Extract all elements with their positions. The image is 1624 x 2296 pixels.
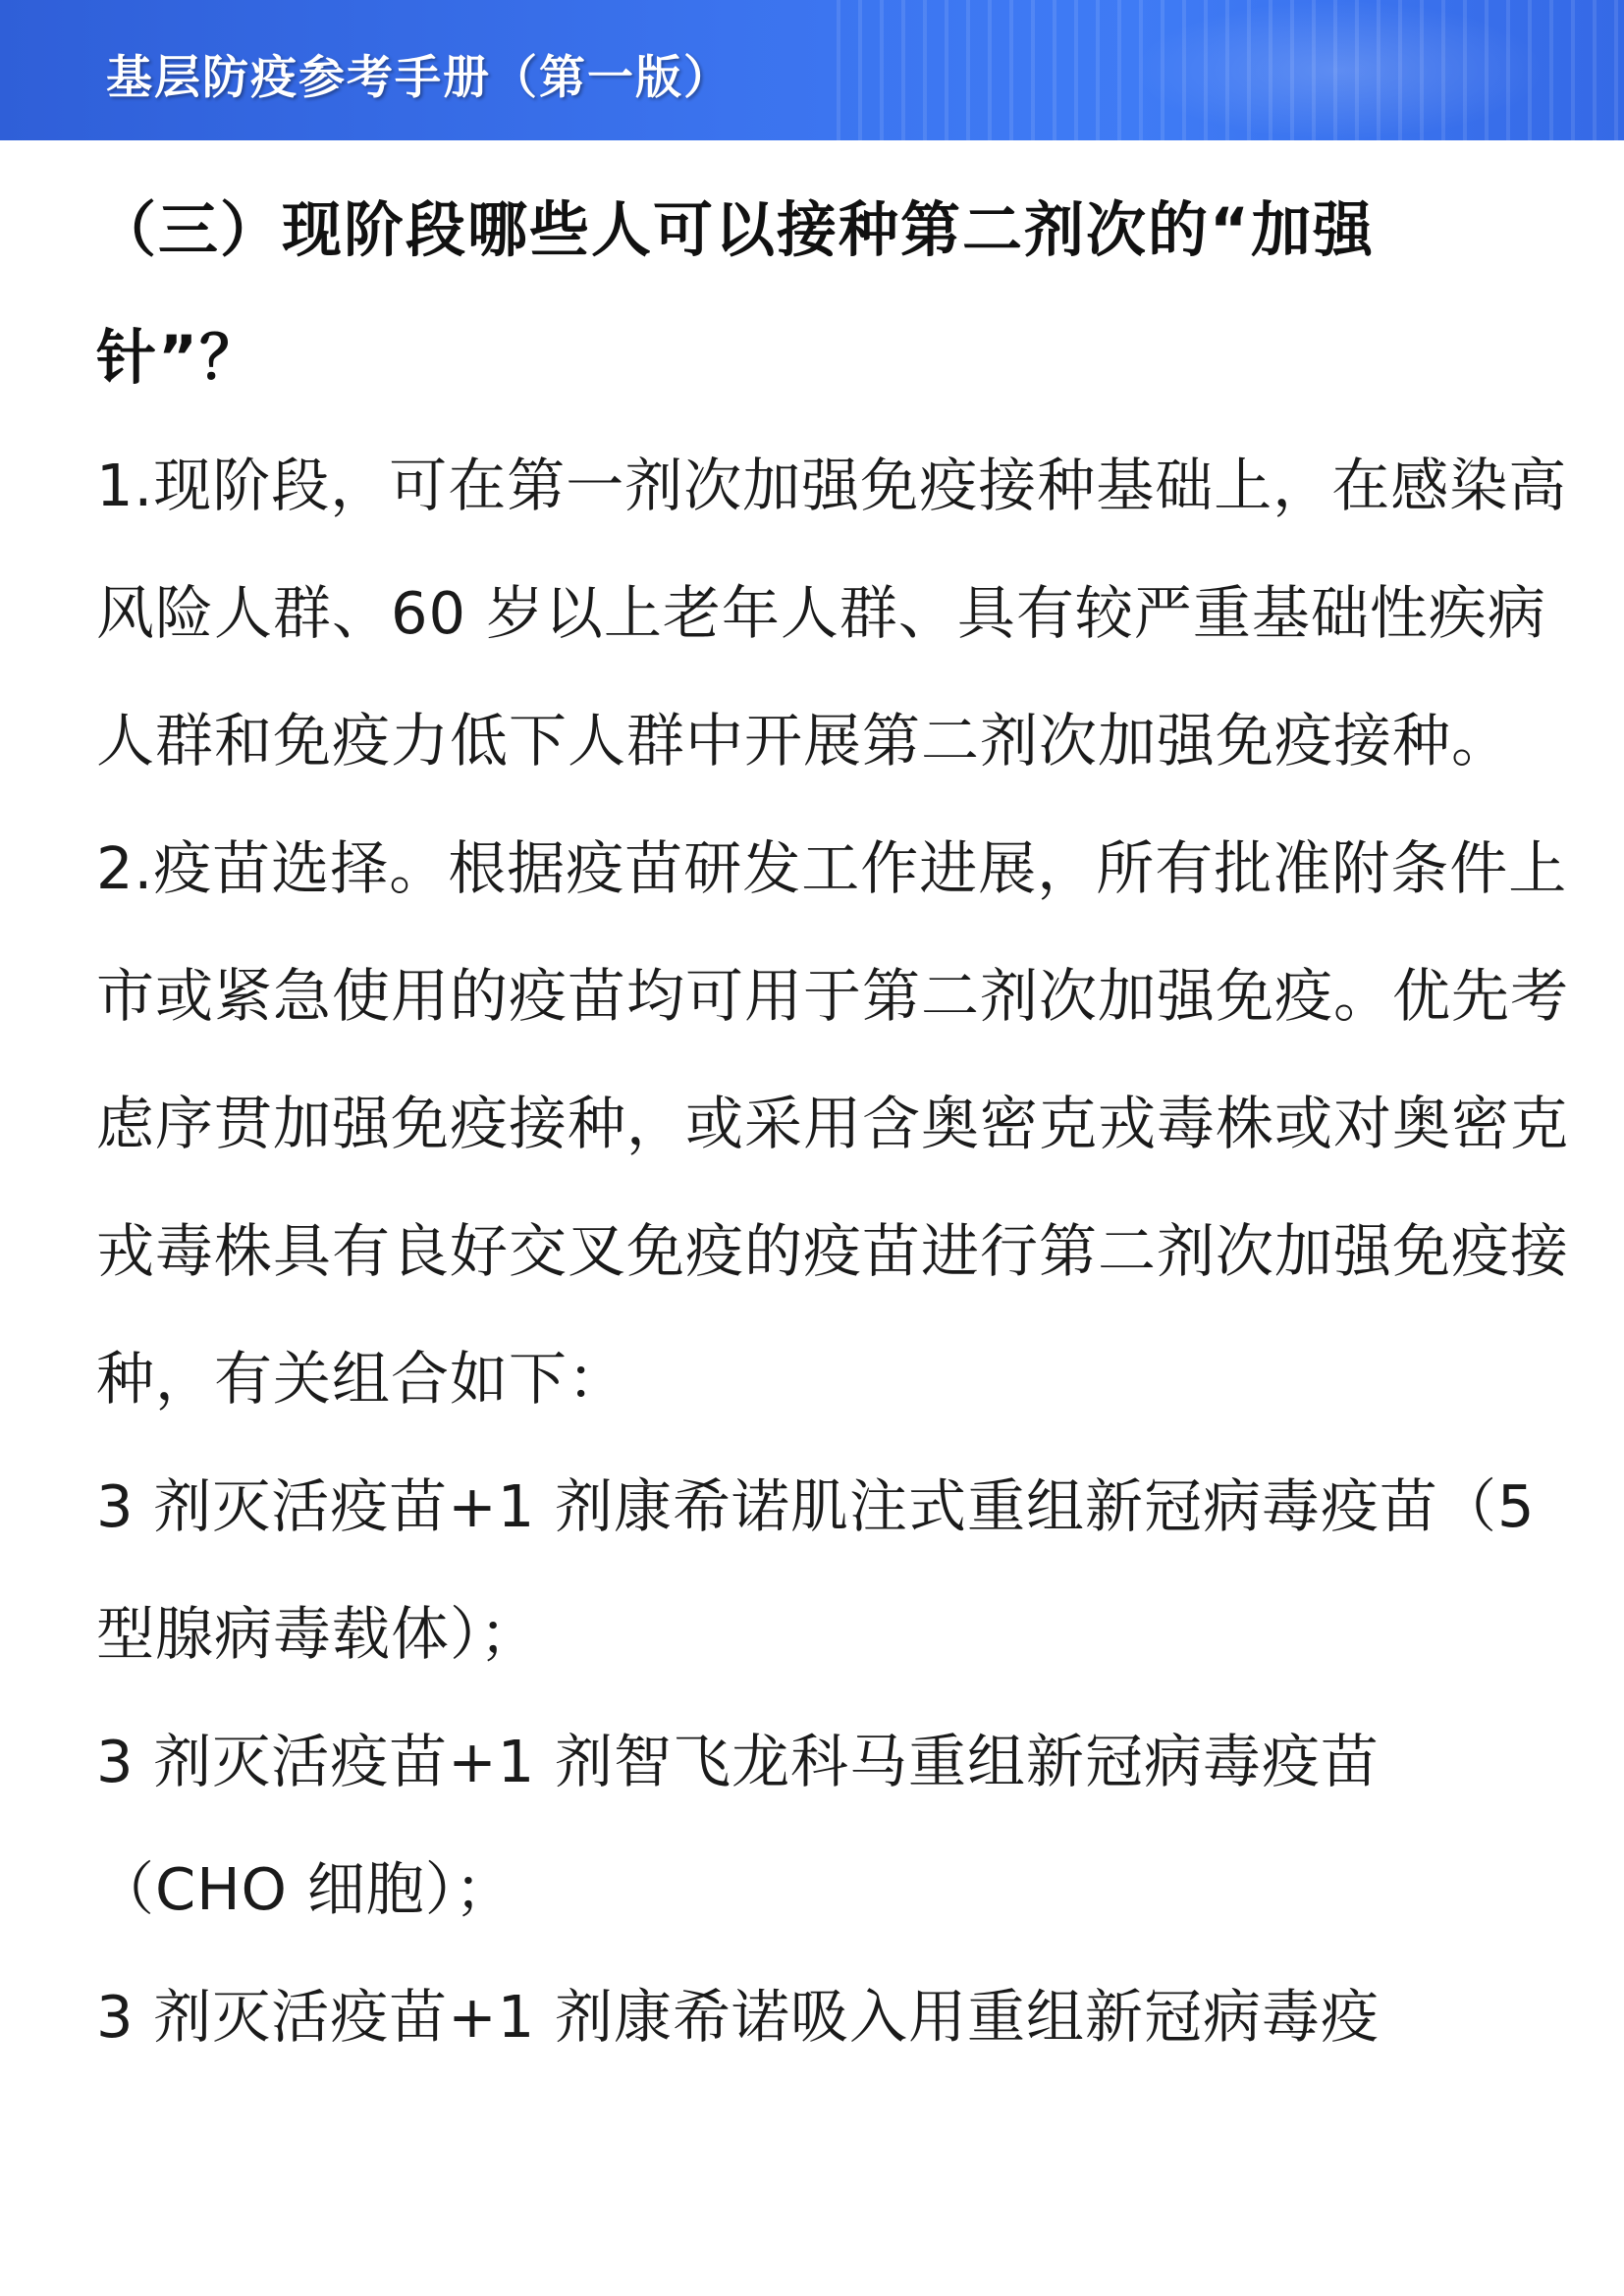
document-body	[96, 167, 1569, 2081]
paragraph-combo-1: 3 剂灭活疫苗+1 剂康希诺肌注式重组新冠病毒疫苗（5 型腺病毒载体）；	[96, 1472, 1536, 1668]
manual-title: 基层防疫参考手册（第一版）	[106, 51, 731, 105]
banner-glow-decoration	[1133, 0, 1545, 140]
paragraph-1: 1.现阶段，可在第一剂次加强免疫接种基础上，在感染高风险人群、60 岁以上老年人群、具有较严重基础性疾病人群和免疫力低下人群中开展第二剂次加强免疫接种。	[96, 452, 1568, 774]
header-banner	[0, 0, 1624, 140]
paragraph-2: 2.疫苗选择。根据疫苗研发工作进展，所有批准附条件上市或紧急使用的疫苗均可用于第二剂次加强免疫。优先考虑序贯加强免疫接种，或采用含奥密克戎毒株或对奥密克戎毒株具有良好交叉免疫的疫苗进行第二剂次加强免疫接种，有关组合如下：	[96, 834, 1570, 1413]
paragraph-combo-3: 3 剂灭活疫苗+1 剂康希诺吸入用重组新冠病毒疫	[96, 1983, 1380, 2051]
paragraph-combo-2: 3 剂灭活疫苗+1 剂智飞龙科马重组新冠病毒疫苗（CHO 细胞）；	[96, 1728, 1380, 1923]
section-heading: （三）现阶段哪些人可以接种第二剂次的“加强针”？	[96, 195, 1376, 393]
